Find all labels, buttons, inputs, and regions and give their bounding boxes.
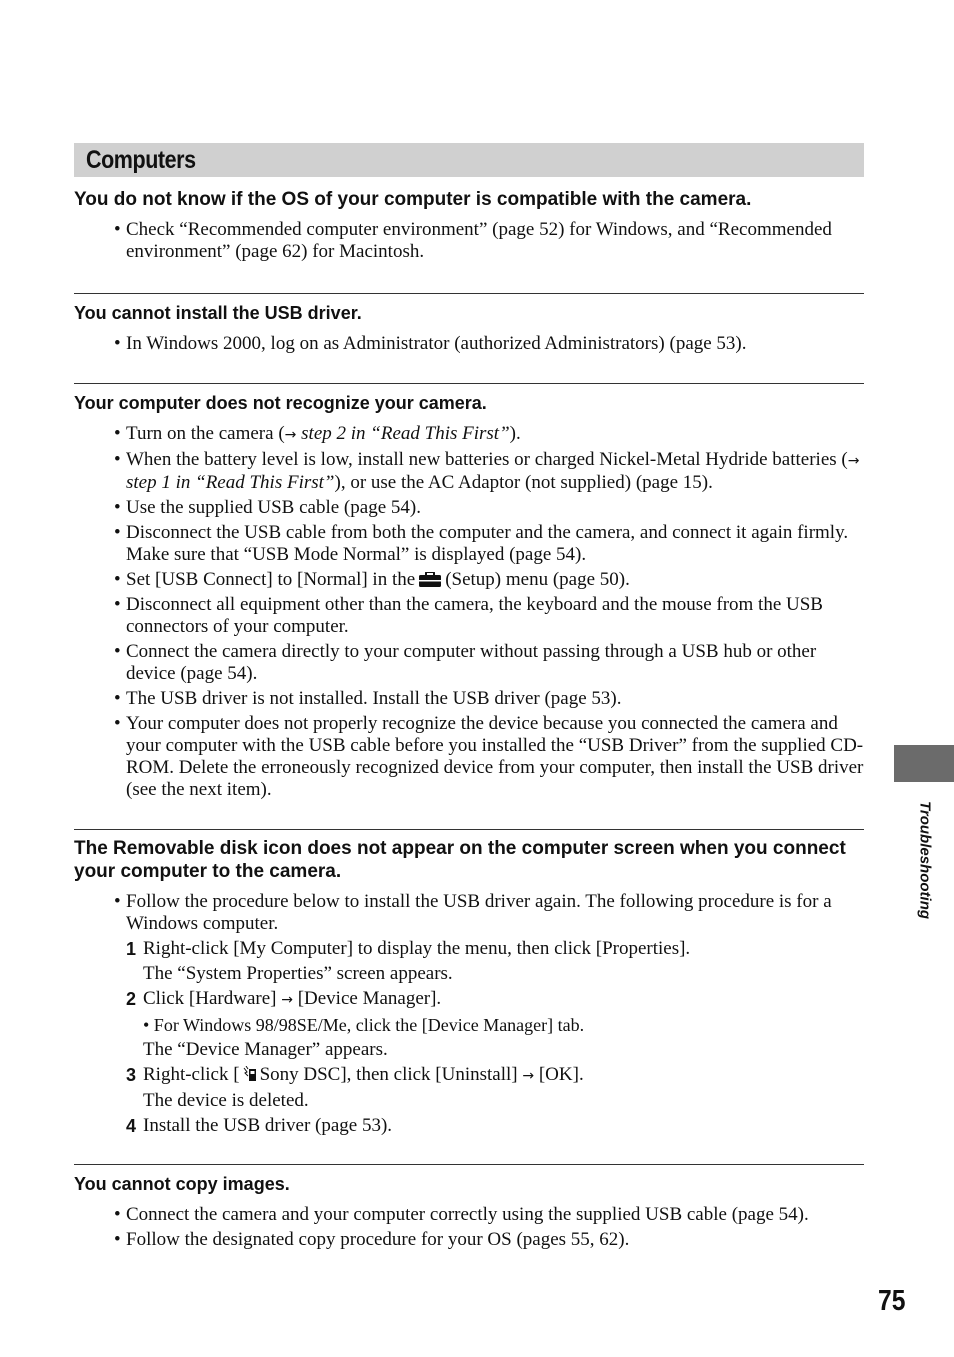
question-heading: You do not know if the OS of your computer is compatible with the camera. — [74, 189, 752, 210]
list-item: • Turn on the camera (→ step 2 in “Read This First”). — [114, 423, 521, 444]
list-item: • Use the supplied USB cable (page 54). — [114, 497, 421, 518]
question-heading: The Removable disk icon does not appear on the computer screen when you connect your computer to the camera. — [74, 838, 846, 882]
chapter-label: Troubleshooting — [916, 800, 934, 920]
answer-list — [74, 1204, 864, 1251]
arrow-icon: → — [284, 427, 297, 443]
procedure-step: 2 Click [Hardware] → [Device Manager]. — [126, 988, 442, 1009]
procedure-step: 3 Right-click [ Sony DSC], then click [Uninstall] → [OK]. — [126, 1064, 584, 1085]
faq-item-removable-disk-icon — [74, 829, 864, 1140]
list-item: • Your computer does not properly recognize the device because you connected the camera and your computer with the USB cable before you installed the “USB Driver” from the supplied CD-ROM. Delete the erroneously recognized device from your computer, then install the USB driver (see the next item). — [114, 713, 864, 800]
arrow-icon: → — [522, 1068, 535, 1084]
page-number: 75 — [878, 1285, 906, 1317]
list-item: • In Windows 2000, log on as Administrator (authorized Administrators) (page 53). — [114, 333, 747, 354]
question-heading: You cannot copy images. — [74, 1174, 290, 1194]
question-heading: Your computer does not recognize your camera. — [74, 393, 487, 413]
answer-list — [74, 423, 864, 801]
faq-item-os-compatibility — [74, 188, 864, 266]
step-result: The device is deleted. — [143, 1090, 309, 1111]
faq-item-cannot-copy — [74, 1164, 864, 1254]
list-item: • Disconnect all equipment other than the camera, the keyboard and the mouse from the USB connectors of your computer. — [114, 594, 823, 637]
list-item: • When the battery level is low, install new batteries or charged Nickel-Metal Hydride batteries (→ step 1 in “Read This First”), or use the AC Adaptor (not supplied) (page 15). — [114, 449, 860, 493]
list-item: • Follow the designated copy procedure for your OS (pages 55, 62). — [114, 1229, 630, 1250]
setup-toolbox-icon — [419, 571, 441, 586]
answer-list — [74, 219, 864, 263]
step-result: The “Device Manager” appears. — [143, 1039, 388, 1060]
list-item: • Check “Recommended computer environment” (page 52) for Windows, and “Recommended environment” (page 62) for Macintosh. — [114, 219, 832, 262]
list-item: • Disconnect the USB cable from both the computer and the camera, and connect it again firmly. Make sure that “USB Mode Normal” is displayed (page 54). — [114, 522, 849, 565]
arrow-icon: → — [281, 992, 293, 1008]
list-item: • Set [USB Connect] to [Normal] in the (Setup) menu (page 50). — [114, 569, 630, 590]
chapter-tab-marker — [894, 745, 954, 782]
step-note: • For Windows 98/98SE/Me, click the [Device Manager] tab. — [143, 1015, 585, 1035]
answer-list — [74, 333, 864, 355]
step-result: The “System Properties” screen appears. — [143, 963, 453, 984]
usb-device-icon — [243, 1066, 257, 1082]
section-header — [74, 143, 864, 177]
answer-list — [74, 891, 864, 935]
faq-item-usb-driver-install — [74, 293, 864, 358]
faq-item-camera-not-recognized — [74, 383, 864, 804]
list-item: • Connect the camera and your computer correctly using the supplied USB cable (page 54). — [114, 1204, 809, 1225]
procedure-step: 1 Right-click [My Computer] to display the menu, then click [Properties]. — [126, 938, 691, 959]
question-heading: You cannot install the USB driver. — [74, 303, 362, 323]
procedure-step: 4 Install the USB driver (page 53). — [126, 1115, 393, 1136]
list-item: • The USB driver is not installed. Install the USB driver (page 53). — [114, 688, 622, 709]
list-item: • Follow the procedure below to install the USB driver again. The following procedure is for a Windows computer. — [114, 891, 832, 934]
section-title: Computers — [86, 145, 196, 174]
arrow-icon: → — [847, 453, 860, 469]
list-item: • Connect the camera directly to your computer without passing through a USB hub or other device (page 54). — [114, 641, 817, 684]
